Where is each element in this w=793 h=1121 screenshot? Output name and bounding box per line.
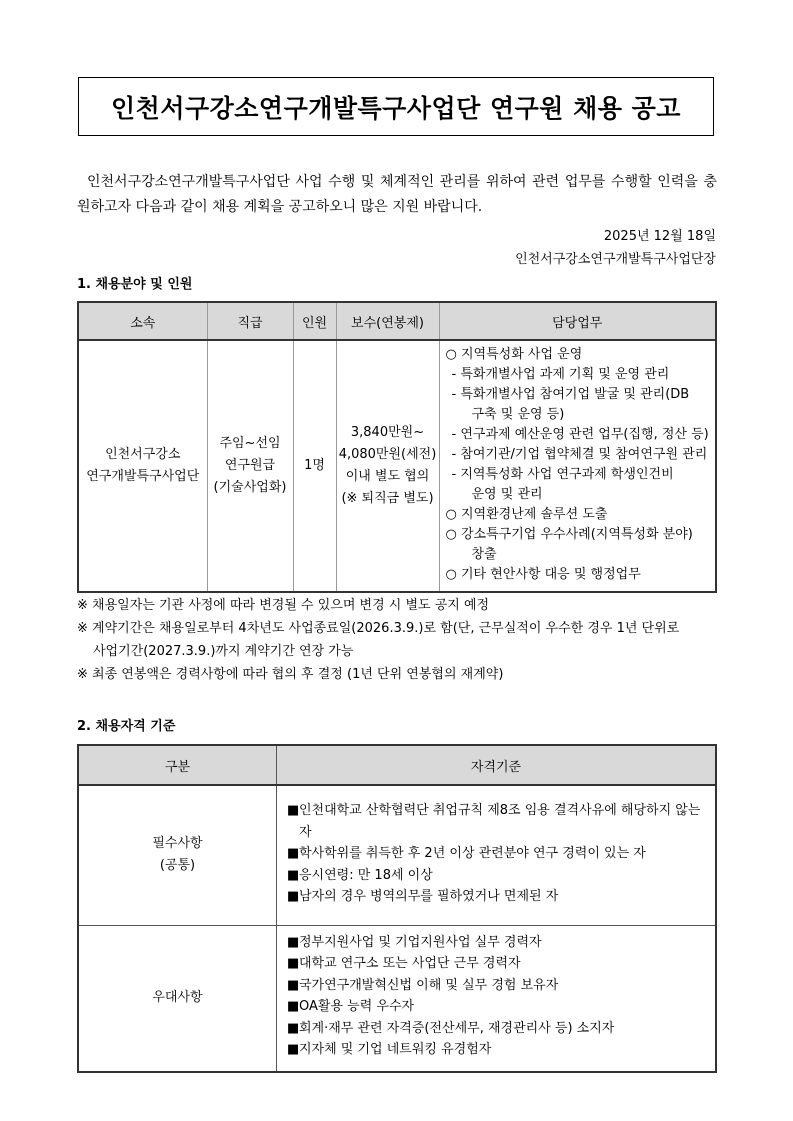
- table-header-row: [78, 745, 716, 785]
- list-item: [287, 1018, 707, 1040]
- item-text: 학사학위를 취득한 후 2년 이상 관련분야 연구 경력이 있는 자: [299, 846, 646, 861]
- duty-item: ○ 지역환경난제 솔루션 도출: [445, 507, 608, 522]
- section-heading-qualifications: 2. 채용자격 기준: [77, 719, 176, 734]
- duty-item: - 참여기관/기업 협약체결 및 참여연구원 관리: [451, 447, 708, 462]
- duty-item: - 연구과제 예산운영 관련 업무(집행, 정산 등): [451, 427, 709, 442]
- list-item: [287, 953, 707, 975]
- list-item: [287, 865, 707, 887]
- salary-line: 이내 별도 협의: [345, 469, 430, 484]
- notes: [77, 594, 717, 686]
- duty-item: ○ 강소특구기업 우수사례(지역특성화 분야): [445, 527, 693, 542]
- table-row: [78, 340, 716, 592]
- salary-line: (※ 퇴직금 별도): [341, 491, 434, 506]
- header-criteria: 자격기준: [277, 745, 717, 785]
- announcement-date: 2025년 12월 18일: [603, 229, 716, 244]
- header-category: 구분: [78, 745, 277, 785]
- bullet-icon: ■: [287, 803, 300, 818]
- recruitment-table: [77, 301, 717, 593]
- item-text: 지자체 및 기업 네트워킹 유경험자: [299, 1042, 492, 1057]
- required-label-line: (공통): [159, 858, 196, 874]
- rank-line: 주임~선임: [219, 436, 281, 451]
- required-label-line: 필수사항: [152, 836, 203, 852]
- bullet-icon: ■: [287, 956, 300, 971]
- list-item: [287, 996, 707, 1018]
- bullet-icon: ■: [287, 934, 300, 950]
- note-item: 사업기간(2027.3.9.)까지 계약기간 연장 가능: [93, 644, 354, 659]
- required-label: [78, 785, 277, 925]
- cell-rank: [207, 340, 293, 592]
- header-count: 인원: [293, 302, 336, 340]
- affiliation-line: 연구개발특구사업단: [86, 469, 200, 484]
- item-text: 남자의 경우 병역의무를 필하였거나 면제된 자: [299, 889, 559, 904]
- header-rank: 직급: [207, 302, 293, 340]
- bullet-icon: ■: [287, 1020, 300, 1036]
- duty-item: - 지역특성화 사업 연구과제 학생인건비: [451, 467, 674, 482]
- intro-paragraph: 인천서구강소연구개발특구사업단 사업 수행 및 체계적인 관리를 위하여 관련 업무를 수행할 인력을 충원하고자 다음과 같이 채용 계획을 공고하오니 많은 지원 바랍니다.: [77, 174, 717, 215]
- item-text: 국가연구개발혁신법 이해 및 실무 경험 보유자: [299, 977, 559, 993]
- item-text: 정부지원사업 및 기업지원사업 실무 경력자: [299, 934, 542, 950]
- salary-line: 3,840만원~: [350, 425, 425, 440]
- affiliation-line: 인천서구강소: [105, 447, 181, 462]
- cell-duties: [439, 340, 716, 592]
- rank-line: (기술사업화): [213, 480, 287, 495]
- title-box: [78, 77, 714, 136]
- bullet-icon: ■: [287, 1042, 300, 1057]
- duty-item: ○ 지역특성화 사업 운영: [445, 347, 583, 362]
- header-duties: 담당업무: [439, 302, 716, 340]
- item-text: OA활용 능력 우수자: [299, 999, 415, 1014]
- rank-line: 연구원급: [224, 458, 276, 473]
- list-item: [287, 1039, 707, 1061]
- preferred-label: 우대사항: [78, 925, 277, 1072]
- note-item: ※ 최종 연봉액은 경력사항에 따라 협의 후 결정 (1년 단위 연봉협의 재계약): [77, 667, 504, 682]
- required-items: [277, 785, 717, 925]
- cell-count: 1명: [293, 340, 336, 592]
- list-item: [287, 800, 707, 843]
- item-text: 대학교 연구소 또는 사업단 근무 경력자: [299, 956, 521, 971]
- list-item: [287, 932, 707, 954]
- item-text: 인천대학교 산학협력단 취업규칙 제8조 임용 결격사유에 해당하지 않는 자: [299, 803, 701, 840]
- issuer: 인천서구강소연구개발특구사업단장: [515, 252, 716, 267]
- list-item: [287, 886, 707, 908]
- duty-item: ○ 기타 현안사항 대응 및 행정업무: [445, 567, 641, 582]
- table-header-row: [78, 302, 716, 340]
- duty-item: 구축 및 운영 등): [471, 407, 565, 422]
- page-title: 인천서구강소연구개발특구사업단 연구원 채용 공고: [111, 93, 681, 123]
- table-row: [78, 785, 716, 925]
- header-salary: 보수(연봉제): [336, 302, 439, 340]
- bullet-icon: ■: [287, 846, 300, 861]
- bullet-icon: ■: [287, 999, 300, 1014]
- duty-item: - 특화개별사업 참여기업 발굴 및 관리(DB: [451, 387, 690, 402]
- note-item: ※ 채용일자는 기관 사정에 따라 변경될 수 있으며 변경 시 별도 공지 예정: [77, 598, 490, 613]
- item-text: 회계·재무 관련 자격증(전산세무, 재경관리사 등) 소지자: [299, 1020, 615, 1036]
- list-item: [287, 843, 707, 865]
- header-affiliation: 소속: [78, 302, 207, 340]
- section-heading-recruitment: 1. 채용분야 및 인원: [77, 277, 193, 292]
- item-text: 응시연령: 만 18세 이상: [299, 867, 433, 883]
- bullet-icon: ■: [287, 889, 300, 904]
- cell-salary: [336, 340, 439, 592]
- cell-affiliation: [78, 340, 207, 592]
- note-item: ※ 계약기간은 채용일로부터 4차년도 사업종료일(2026.3.9.)로 함(단, 근무실적이 우수한 경우 1년 단위로: [77, 621, 680, 636]
- salary-line: 4,080만원(세전): [338, 447, 437, 462]
- table-row: [78, 925, 716, 1072]
- bullet-icon: ■: [287, 977, 300, 993]
- bullet-icon: ■: [287, 867, 300, 883]
- duty-item: 창출: [471, 547, 497, 562]
- duty-item: - 특화개별사업 과제 기획 및 운영 관리: [451, 367, 670, 382]
- duty-item: 운영 및 관리: [471, 487, 543, 502]
- preferred-items: [277, 925, 717, 1072]
- qualification-table: [77, 744, 717, 1073]
- list-item: [287, 975, 707, 997]
